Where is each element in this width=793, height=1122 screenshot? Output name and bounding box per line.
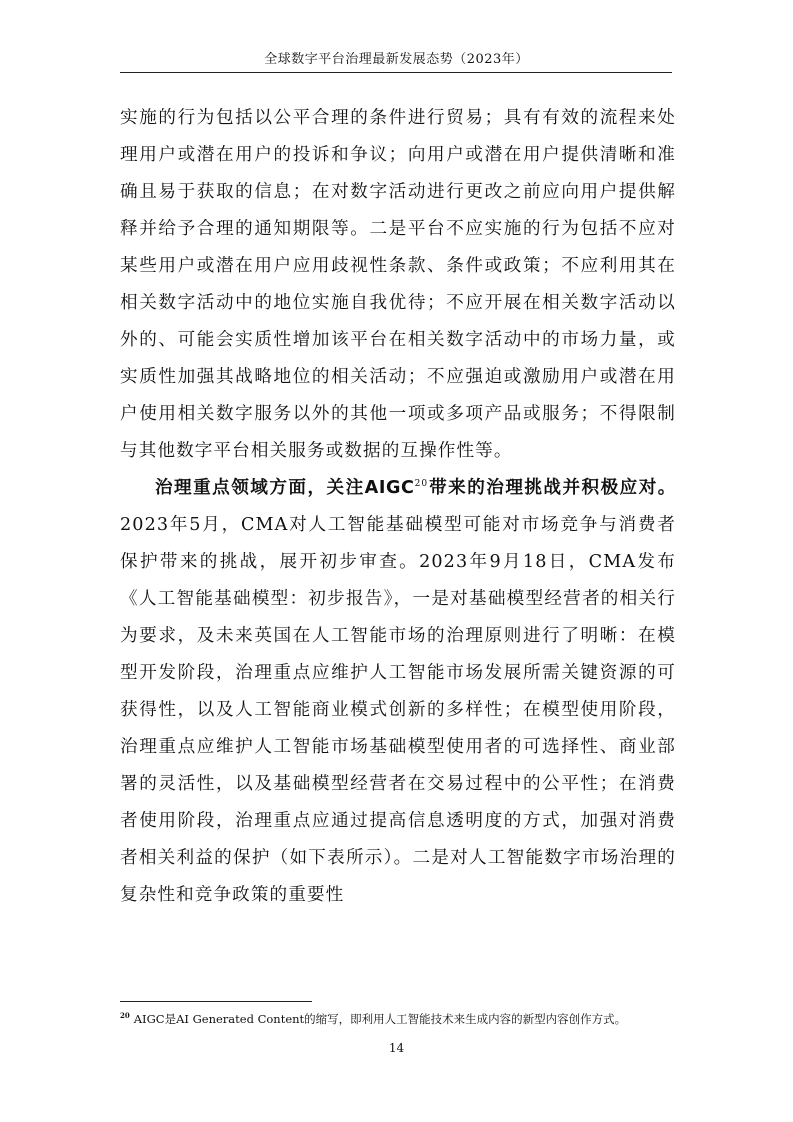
paragraph-2-heading-part-b: 带来的治理挑战并积极应对。 <box>428 478 676 498</box>
paragraph-2-heading-part-a: 治理重点领域方面，关注AIGC <box>155 478 415 498</box>
page-number: 14 <box>388 1041 405 1055</box>
paragraph-2 <box>120 470 676 914</box>
footnote-marker: 20 <box>120 1011 130 1021</box>
paragraph-1: 实施的行为包括以公平合理的条件进行贸易；具有有效的流程来处理用户或潜在用户的投诉和争议；向用户或潜在用户提供清晰和准确且易于获取的信息；在对数字活动进行更改之前应向用户提供解释并给予合理的通知期限等。二是平台不应实施的行为包括不应对某些用户或潜在用户应用歧视性条款、条件或政策；不应利用其在相关数字活动中的地位实施自我优待；不应开展在相关数字活动以外的、可能会实质性增加该平台在相关数字活动中的市场力量，或实质性加强其战略地位的相关活动；不应强迫或激励用户或潜在用户使用相关数字服务以外的其他一项或多项产品或服务；不得限制与其他数字平台相关服务或数据的互操作性等。 <box>120 108 676 461</box>
footnote-text: AIGC是AI Generated Content的缩写，即利用人工智能技术来生成内容的新型内容创作方式。 <box>133 1012 627 1026</box>
footnote-divider <box>120 1001 312 1002</box>
footnote-reference[interactable]: 20 <box>414 479 429 490</box>
running-header: 全球数字平台治理最新发展态势（2023年） <box>264 52 529 67</box>
main-body <box>120 100 676 914</box>
footnote <box>120 1011 680 1027</box>
header-divider <box>120 72 672 73</box>
paragraph-2-body: 2023年5月，CMA对人工智能基础模型可能对市场竞争与消费者保护带来的挑战，展开初步审查。2023年9月18日，CMA发布《人工智能基础模型：初步报告》，一是对基础模型经营者的相关行为要求，及未来英国在人工智能市场的治理原则进行了明晰：在模型开发阶段，治理重点应维护人工智能市场发展所需关键资源的可获得性，以及人工智能商业模式创新的多样性；在模型使用阶段，治理重点应维护人工智能市场基础模型使用者的可选择性、商业部署的灵活性，以及基础模型经营者在交易过程中的公平性；在消费者使用阶段，治理重点应通过提高信息透明度的方式，加强对消费者相关利益的保护（如下表所示）。二是对人工智能数字市场治理的复杂性和竞争政策的重要性 <box>120 515 676 905</box>
